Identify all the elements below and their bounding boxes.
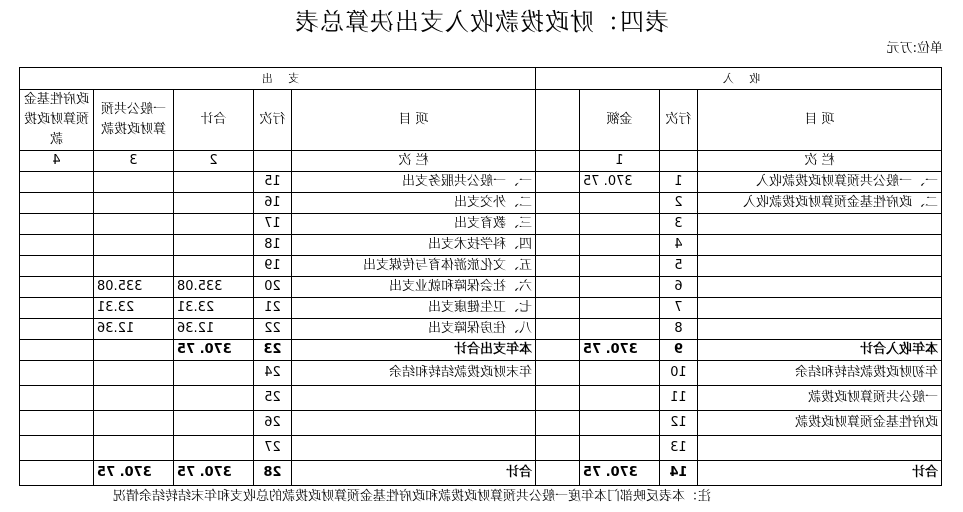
expense-total-cell: 23.31	[174, 298, 254, 319]
expense-rowno-cell: 28	[254, 461, 292, 486]
expense-fund-cell	[19, 319, 93, 340]
expense-fund-cell	[19, 386, 93, 411]
expense-item-cell: 四、科学技术支出	[292, 235, 536, 256]
expense-item-cell: 六、社会保障和就业支出	[292, 277, 536, 298]
income-spacer-cell	[536, 235, 580, 256]
expense-general-cell	[94, 235, 174, 256]
income-colno-amount: 1	[580, 151, 660, 172]
expense-total-cell	[174, 256, 254, 277]
expense-total-cell	[174, 386, 254, 411]
income-item-cell: 二、政府性基金预算财政拨款收入	[698, 193, 942, 214]
income-item-cell: 年初财政拨款结转和结余	[698, 361, 942, 386]
expense-total-cell: 370. 75	[174, 340, 254, 361]
income-item-cell: 本年收入合计	[698, 340, 942, 361]
expense-fund-cell	[19, 298, 93, 319]
expense-item-cell: 七、卫生健康支出	[292, 298, 536, 319]
income-amount-cell	[580, 193, 660, 214]
income-spacer-cell	[536, 319, 580, 340]
table-row	[19, 436, 941, 461]
expense-general-cell	[94, 411, 174, 436]
expense-general-cell: 370. 75	[94, 461, 174, 486]
expense-colno-fund: 4	[19, 151, 93, 172]
expense-general-cell: 23.31	[94, 298, 174, 319]
expense-item-cell: 五、文化旅游体育与传媒支出	[292, 256, 536, 277]
expense-fund-cell	[19, 214, 93, 235]
income-item-cell	[698, 235, 942, 256]
expense-rowno-cell: 25	[254, 386, 292, 411]
expense-rowno-header: 行次	[254, 90, 292, 151]
expense-rowno-cell: 18	[254, 235, 292, 256]
income-amount-cell	[580, 256, 660, 277]
footnote: 注：本表反映部门本年度一般公共预算财政拨款和政府性基金预算财政拨款的总收支和年末结转结余情况	[112, 489, 711, 504]
income-item-cell	[698, 298, 942, 319]
expense-total-cell	[174, 214, 254, 235]
expense-item-cell	[292, 436, 536, 461]
expense-total-cell: 370. 75	[174, 461, 254, 486]
expense-item-header: 项 目	[292, 90, 536, 151]
income-section-header: 收 入	[536, 68, 942, 90]
income-item-header: 项 目	[698, 90, 942, 151]
expense-general-cell	[94, 172, 174, 193]
income-spacer-cell	[536, 214, 580, 235]
income-rowno-cell: 1	[660, 172, 698, 193]
expense-item-cell	[292, 411, 536, 436]
income-item-cell: 一、一般公共预算财政拨款收入	[698, 172, 942, 193]
expense-total-cell	[174, 361, 254, 386]
income-rowno-cell: 11	[660, 386, 698, 411]
expense-total-cell	[174, 436, 254, 461]
expense-rowno-cell: 20	[254, 277, 292, 298]
expense-rowno-cell: 19	[254, 256, 292, 277]
expense-general-cell	[94, 256, 174, 277]
expense-item-cell: 二、外交支出	[292, 193, 536, 214]
expense-item-cell: 八、住房保障支出	[292, 319, 536, 340]
income-spacer-cell	[536, 436, 580, 461]
expense-rowno-cell: 15	[254, 172, 292, 193]
expense-section-header: 支 出	[19, 68, 535, 90]
expense-total-cell: 335.08	[174, 277, 254, 298]
income-item-cell: 合计	[698, 461, 942, 486]
income-amount-cell	[580, 214, 660, 235]
income-amount-cell	[580, 386, 660, 411]
income-spacer-cell	[536, 298, 580, 319]
income-spacer-cell	[536, 361, 580, 386]
expense-fund-cell	[19, 256, 93, 277]
expense-general-cell	[94, 436, 174, 461]
income-amount-cell: 370. 75	[580, 172, 660, 193]
expense-general-cell	[94, 193, 174, 214]
expense-total-cell	[174, 172, 254, 193]
income-amount-header: 金额	[580, 90, 660, 151]
expense-fund-cell	[19, 411, 93, 436]
expense-fund-cell	[19, 436, 93, 461]
expense-colno-general: 3	[94, 151, 174, 172]
income-item-cell	[698, 319, 942, 340]
expense-rowno-cell: 21	[254, 298, 292, 319]
income-item-cell: 政府性基金预算财政拨款	[698, 411, 942, 436]
income-amount-cell	[580, 235, 660, 256]
expense-item-cell: 合计	[292, 461, 536, 486]
income-rowno-cell: 4	[660, 235, 698, 256]
table-row	[19, 193, 941, 214]
expense-total-cell	[174, 193, 254, 214]
income-amount-cell	[580, 319, 660, 340]
income-spacer-cell	[536, 277, 580, 298]
table-row	[19, 235, 941, 256]
income-spacer-cell	[536, 461, 580, 486]
income-item-cell: 一般公共预算财政拨款	[698, 386, 942, 411]
income-rowno-cell: 3	[660, 214, 698, 235]
table-row	[19, 298, 941, 319]
income-spacer-cell	[536, 256, 580, 277]
expense-total-cell	[174, 235, 254, 256]
income-spacer-cell	[536, 193, 580, 214]
income-amount-cell: 370. 75	[580, 340, 660, 361]
income-amount-cell	[580, 298, 660, 319]
expense-rowno-cell: 16	[254, 193, 292, 214]
expense-fund-cell	[19, 172, 93, 193]
expense-general-header: 一般公共预算财政拨款	[94, 90, 174, 151]
income-spacer-cell	[536, 340, 580, 361]
table-row	[19, 411, 941, 436]
income-colno-label: 栏 次	[698, 151, 942, 172]
table-row	[19, 256, 941, 277]
expense-fund-cell	[19, 235, 93, 256]
income-rowno-cell: 8	[660, 319, 698, 340]
table-row	[19, 361, 941, 386]
income-amount-cell: 370. 75	[580, 461, 660, 486]
income-item-cell	[698, 277, 942, 298]
expense-fund-cell	[19, 277, 93, 298]
expense-total-cell: 12.36	[174, 319, 254, 340]
expense-item-cell: 年末财政拨款结转和结余	[292, 361, 536, 386]
expense-general-cell	[94, 386, 174, 411]
income-item-cell	[698, 436, 942, 461]
table-row	[19, 319, 941, 340]
expense-fund-cell	[19, 193, 93, 214]
expense-item-cell: 一、一般公共服务支出	[292, 172, 536, 193]
expense-general-cell: 12.36	[94, 319, 174, 340]
income-spacer-cell	[536, 172, 580, 193]
income-rowno-header: 行次	[660, 90, 698, 151]
expense-rowno-cell: 24	[254, 361, 292, 386]
expense-colno-label: 栏 次	[292, 151, 536, 172]
table-row	[19, 386, 941, 411]
expense-rowno-cell: 22	[254, 319, 292, 340]
income-rowno-cell: 13	[660, 436, 698, 461]
income-spacer-cell	[536, 386, 580, 411]
table-row	[19, 277, 941, 298]
expense-colno-total: 2	[174, 151, 254, 172]
income-rowno-cell: 7	[660, 298, 698, 319]
income-item-cell	[698, 214, 942, 235]
income-rowno-cell: 9	[660, 340, 698, 361]
income-amount-cell	[580, 361, 660, 386]
expense-rowno-cell: 26	[254, 411, 292, 436]
expense-item-cell	[292, 386, 536, 411]
expense-item-cell: 本年支出合计	[292, 340, 536, 361]
expense-rowno-cell: 27	[254, 436, 292, 461]
expense-fund-cell	[19, 361, 93, 386]
expense-general-cell	[94, 340, 174, 361]
expense-fund-cell	[19, 340, 93, 361]
income-amount-cell	[580, 411, 660, 436]
expense-general-cell	[94, 361, 174, 386]
income-amount-cell	[580, 277, 660, 298]
income-amount-cell	[580, 436, 660, 461]
budget-summary-table	[19, 67, 942, 486]
income-item-cell	[698, 256, 942, 277]
expense-fund-header: 政府性基金预算财政拨款	[19, 90, 93, 151]
expense-rowno-cell: 23	[254, 340, 292, 361]
table-row	[19, 214, 941, 235]
unit-label: 单位:万元	[886, 41, 943, 56]
table-row	[19, 172, 941, 193]
income-rowno-cell: 10	[660, 361, 698, 386]
income-rowno-cell: 5	[660, 256, 698, 277]
expense-total-cell	[174, 411, 254, 436]
expense-general-cell	[94, 214, 174, 235]
page-title: 表四：财政拨款收入支出决算总表	[294, 8, 669, 36]
expense-fund-cell	[19, 461, 93, 486]
income-spacer-cell	[536, 411, 580, 436]
income-rowno-cell: 14	[660, 461, 698, 486]
table-row	[19, 340, 941, 361]
expense-total-header: 合计	[174, 90, 254, 151]
expense-item-cell: 三、教育支出	[292, 214, 536, 235]
expense-rowno-cell: 17	[254, 214, 292, 235]
income-rowno-cell: 6	[660, 277, 698, 298]
table-row	[19, 461, 941, 486]
income-rowno-cell: 12	[660, 411, 698, 436]
income-rowno-cell: 2	[660, 193, 698, 214]
expense-general-cell: 335.08	[94, 277, 174, 298]
income-spacer	[536, 90, 580, 151]
